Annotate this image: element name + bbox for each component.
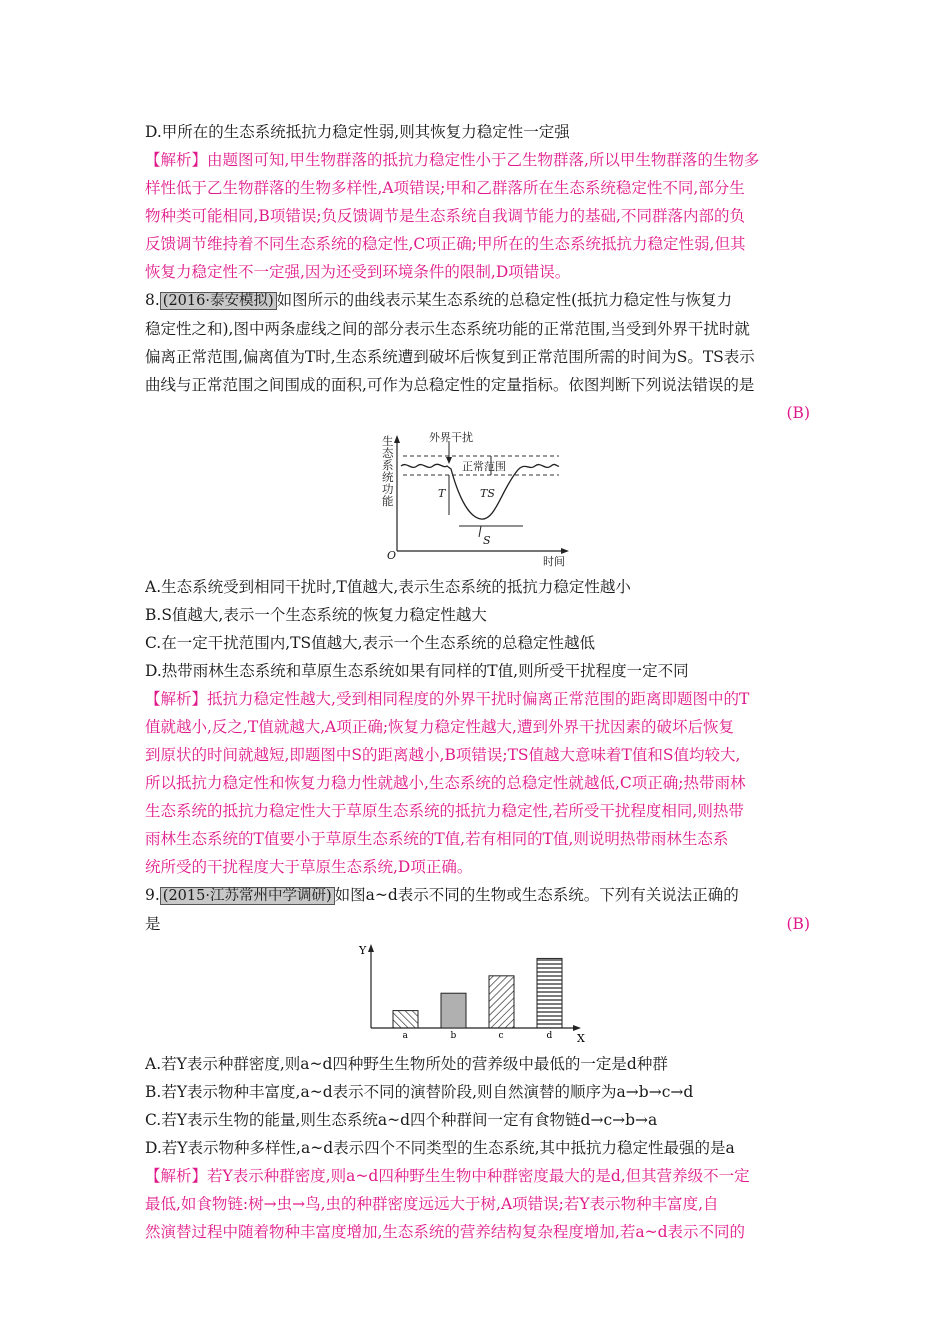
q8-stability-figure bbox=[145, 431, 810, 569]
q9-stem-line: 是 (B) bbox=[145, 910, 810, 938]
q9-stem-line: 9. (2015·江苏常州中学调研) 如图a~d表示不同的生物或生态系统。下列有关说法正确的 bbox=[145, 886, 739, 904]
tick-label-a: a bbox=[402, 1031, 408, 1041]
q8-option-c: C.在一定干扰范围内,TS值越大,表示一个生态系统的总稳定性越低 bbox=[145, 634, 596, 652]
q8-option-d: D.热带雨林生态系统和草原生态系统如果有同样的T值,则所受干扰程度一定不同 bbox=[145, 662, 689, 680]
q9-bar-chart-figure bbox=[145, 942, 810, 1046]
q9-analysis-line: 【解析】若Y表示种群密度,则a~d四种野生生物中种群密度最大的是d,但其营养级不一定 bbox=[145, 1167, 750, 1185]
q9-analysis-line: 然演替过程中随着物种丰富度增加,生态系统的营养结构复杂程度增加,若a~d表示不同的 bbox=[145, 1223, 746, 1241]
q8-stem-line: 稳定性之和),图中两条虚线之间的部分表示生态系统功能的正常范围,当受到外界干扰时就 bbox=[145, 320, 750, 338]
bar-a bbox=[393, 1011, 418, 1028]
q7-analysis-line: 物种类可能相同,B项错误;负反馈调节是生态系统自我调节能力的基础,不同群落内部的负 bbox=[145, 207, 745, 225]
q8-analysis-line: 生态系统的抵抗力稳定性大于草原生态系统的抵抗力稳定性,若所受干扰程度相同,则热带 bbox=[145, 802, 744, 820]
document-page bbox=[145, 118, 810, 1246]
x-axis-label: X bbox=[577, 1032, 585, 1045]
stability-curve-diagram bbox=[145, 431, 810, 569]
q9-analysis-line: 最低,如食物链:树→虫→鸟,虫的种群密度远远大于树,A项错误;若Y表示物种丰富度,自 bbox=[145, 1195, 719, 1213]
q8-number: 8. bbox=[145, 291, 160, 309]
x-axis-label: 时间 bbox=[543, 555, 565, 568]
bar-d bbox=[537, 958, 562, 1028]
q7-analysis-line: 恢复力稳定性不一定强,因为还受到环境条件的限制,D项错误。 bbox=[145, 263, 571, 281]
q8-answer: (B) bbox=[786, 404, 810, 422]
q8-analysis-line: 【解析】抵抗力稳定性越大,受到相同程度的外界干扰时偏离正常范围的距离即题图中的T bbox=[145, 690, 750, 708]
q8-option-a: A.生态系统受到相同干扰时,T值越大,表示生态系统的抵抗力稳定性越小 bbox=[145, 578, 631, 596]
analysis-tag: 【解析】 bbox=[145, 151, 208, 169]
q9-option-b: B.若Y表示物种丰富度,a~d表示不同的演替阶段,则自然演替的顺序为a→b→c→d bbox=[145, 1083, 694, 1101]
y-axis-label: 生态系统功能 bbox=[382, 434, 394, 508]
q9-option-c: C.若Y表示生物的能量,则生态系统a~d四个种群间一定有食物链d→c→b→a bbox=[145, 1111, 658, 1129]
S-label: S bbox=[483, 534, 491, 547]
q9-number: 9. bbox=[145, 886, 160, 904]
q8-source-badge: (2016·泰安模拟) bbox=[160, 292, 277, 310]
q8-analysis-line: 值就越小,反之,T值就越大,A项正确;恢复力稳定性越大,遭到外界干扰因素的破坏后恢复 bbox=[145, 718, 734, 736]
q8-analysis-line: 统所受的干扰程度大于草原生态系统,D项正确。 bbox=[145, 858, 473, 876]
y-axis-label: Y bbox=[359, 944, 367, 957]
TS-label: TS bbox=[480, 487, 495, 500]
q8-stem-line: 8. (2016·泰安模拟) 如图所示的曲线表示某生态系统的总稳定性(抵抗力稳定性与恢复力 bbox=[145, 291, 733, 309]
q8-option-b: B.S值越大,表示一个生态系统的恢复力稳定性越大 bbox=[145, 606, 487, 624]
q9-answer: (B) bbox=[786, 915, 810, 933]
q9-option-a: A.若Y表示种群密度,则a~d四种野生生物所处的营养级中最低的一定是d种群 bbox=[145, 1055, 668, 1073]
bar-c bbox=[489, 976, 514, 1028]
normal-range-label: 正常范围 bbox=[462, 460, 506, 473]
q7-analysis-line: 样性低于乙生物群落的生物多样性,A项错误;甲和乙群落所在生态系统稳定性不同,部分生 bbox=[145, 179, 745, 197]
disturbance-label: 外界干扰 bbox=[429, 431, 473, 444]
bar-b bbox=[441, 993, 466, 1028]
tick-label-b: b bbox=[450, 1031, 457, 1041]
tick-label-c: c bbox=[498, 1031, 504, 1041]
T-label: T bbox=[438, 487, 446, 500]
q7-analysis-line: 反馈调节维持着不同生态系统的稳定性,C项正确;甲所在的生态系统抵抗力稳定性弱,但其 bbox=[145, 235, 746, 253]
q8-stem-line: 偏离正常范围,偏离值为T时,生态系统遭到破坏后恢复到正常范围所需的时间为S。TS表示 bbox=[145, 348, 755, 366]
q7-analysis-line: 【解析】由题图可知,甲生物群落的抵抗力稳定性小于乙生物群落,所以甲生物群落的生物多 bbox=[145, 151, 760, 169]
q9-option-d: D.若Y表示物种多样性,a~d表示四个不同类型的生态系统,其中抵抗力稳定性最强的是a bbox=[145, 1139, 735, 1157]
analysis-tag: 【解析】 bbox=[145, 1167, 208, 1185]
q8-stem-line: 曲线与正常范围之间围成的面积,可作为总稳定性的定量指标。依图判断下列说法错误的是 bbox=[145, 376, 755, 394]
q8-analysis-line: 到原状的时间就越短,即题图中S的距离越小,B项错误;TS值越大意味着T值和S值均较大, bbox=[145, 746, 741, 764]
analysis-tag: 【解析】 bbox=[145, 690, 208, 708]
tick-label-d: d bbox=[546, 1031, 553, 1041]
q9-source-badge: (2015·江苏常州中学调研) bbox=[160, 887, 335, 905]
origin-label: O bbox=[387, 549, 397, 562]
bar-chart bbox=[145, 942, 810, 1046]
q7-option-d: D.甲所在的生态系统抵抗力稳定性弱,则其恢复力稳定性一定强 bbox=[145, 123, 570, 141]
q8-analysis-line: 所以抵抗力稳定性和恢复力稳力性就越小,生态系统的总稳定性就越低,C项正确;热带雨林 bbox=[145, 774, 746, 792]
q8-analysis-line: 雨林生态系统的T值要小于草原生态系统的T值,若有相同的T值,则说明热带雨林生态系 bbox=[145, 830, 729, 848]
